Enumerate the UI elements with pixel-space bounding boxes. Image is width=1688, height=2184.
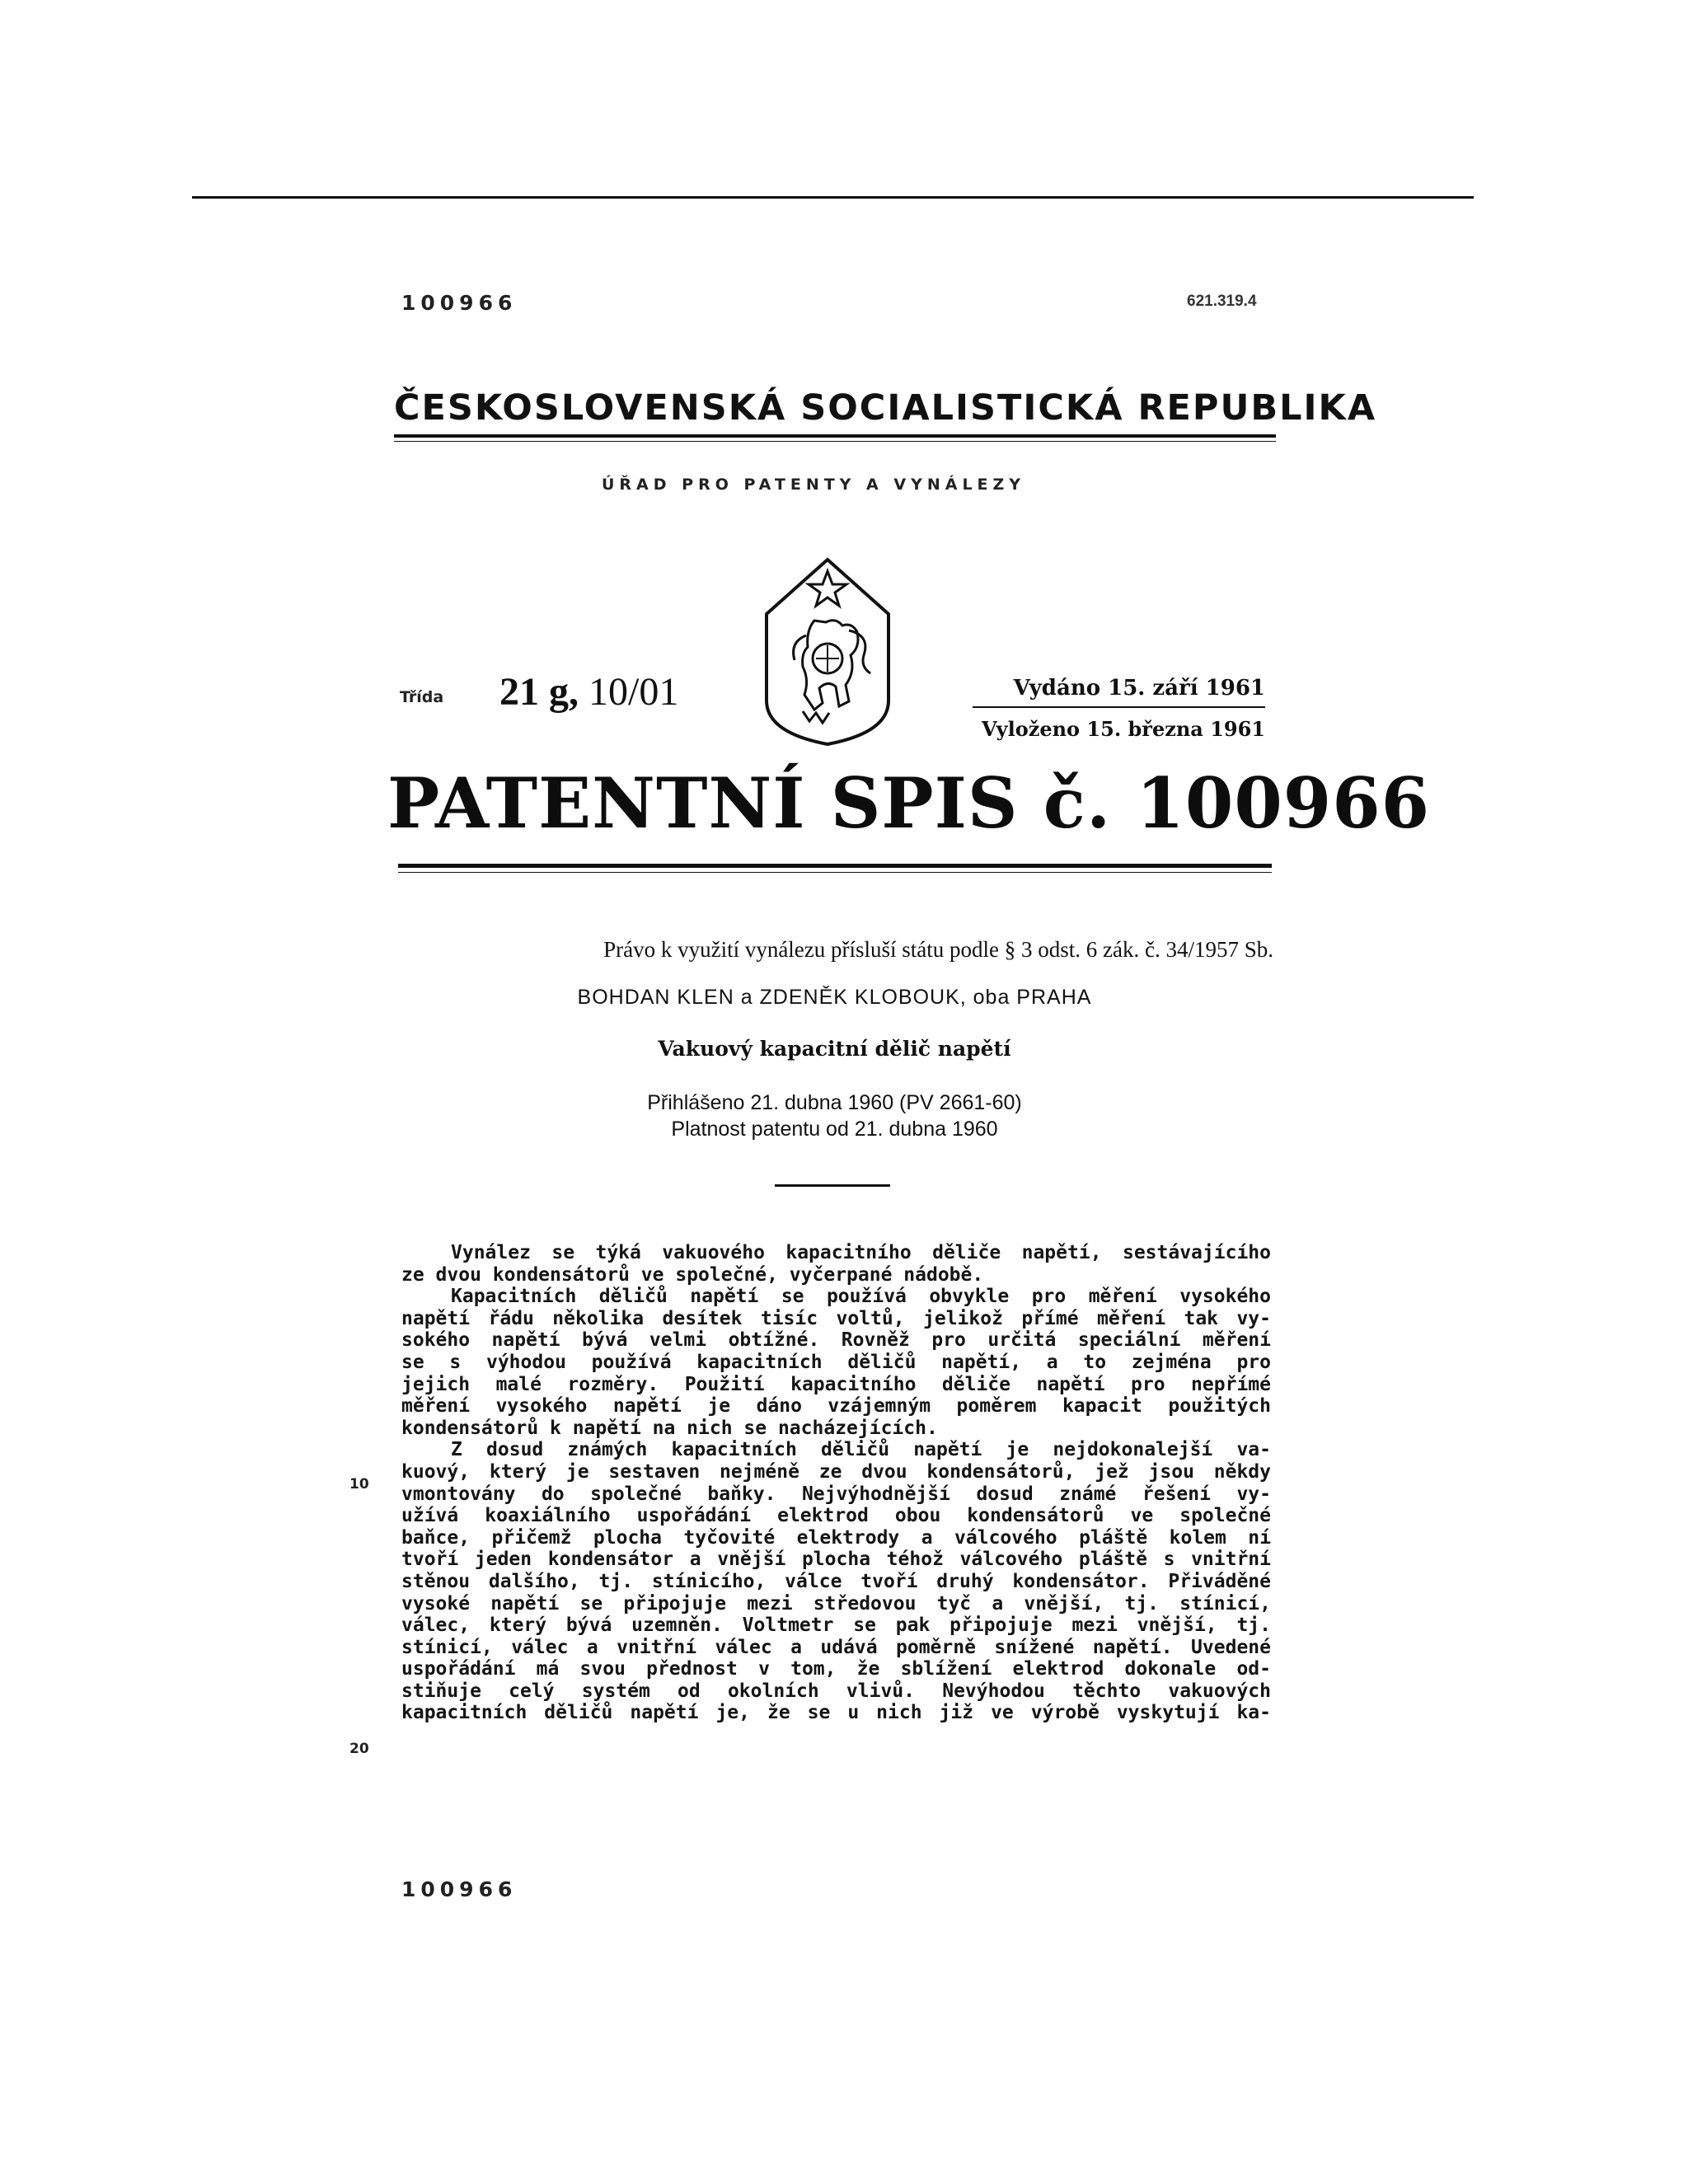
document-number-top: 100966 bbox=[401, 291, 518, 315]
body-line: Kapacitních děličů napětí se používá obvykle pro měření vysokého bbox=[451, 1286, 1271, 1308]
title-underline-thin bbox=[398, 872, 1272, 873]
inventors: BOHDAN KLEN a ZDENĚK KLOBOUK, oba PRAHA bbox=[577, 986, 1092, 1009]
body-line: se s výhodou používá kapacitních děličů napětí, a to zejména pro bbox=[401, 1351, 1271, 1373]
coat-of-arms-emblem bbox=[757, 556, 898, 748]
body-line: kuový, který je sestaven nejméně ze dvou kondensátorů, jež jsou někdy bbox=[401, 1460, 1271, 1483]
issue-date: Vydáno 15. září 1961 bbox=[1013, 676, 1265, 701]
patent-title: PATENTNÍ SPIS č. 100966 bbox=[387, 762, 1431, 844]
body-line: stiňuje celý systém od okolních vlivů. Nevýhodou těchto vakuových bbox=[401, 1680, 1271, 1702]
class-value-main: 21 g, bbox=[499, 670, 579, 714]
patent-body-text bbox=[401, 1242, 1271, 1724]
republic-underline-thin bbox=[394, 441, 1276, 442]
body-line: kondensátorů k napětí na nich se nacházejících. bbox=[401, 1417, 938, 1439]
class-value bbox=[499, 669, 678, 715]
body-line: užívá koaxiálního uspořádání elektrod obou kondensátorů ve společné bbox=[401, 1505, 1271, 1527]
filing-date: Přihlášeno 21. dubna 1960 (PV 2661-60) bbox=[647, 1091, 1022, 1114]
title-underline bbox=[398, 864, 1272, 868]
class-label: Třída bbox=[400, 688, 444, 706]
body-line: baňce, přičemž plocha tyčovité elektrody a válcového pláště kolem ní bbox=[401, 1526, 1271, 1549]
class-value-sub: 10/01 bbox=[579, 670, 679, 714]
patent-office-name: ÚŘAD PRO PATENTY A VYNÁLEZY bbox=[602, 476, 1026, 494]
patent-validity: Platnost patentu od 21. dubna 1960 bbox=[671, 1118, 998, 1141]
body-line: tvoří jeden kondensátor a vnější plocha téhož válcového pláště s vnitřní bbox=[401, 1549, 1271, 1571]
body-line: stěnou dalšího, tj. stínicího, válce tvoří druhý kondensátor. Přiváděné bbox=[401, 1570, 1271, 1592]
filing-info bbox=[396, 1090, 1273, 1142]
body-line: ze dvou kondensátorů ve společné, vyčerpané nádobě. bbox=[401, 1263, 984, 1286]
body-line: Vynález se týká vakuového kapacitního děliče napětí, sestávajícího bbox=[451, 1242, 1271, 1263]
body-line: válec, který bývá uzemněn. Voltmetr se pak připojuje mezi vnější, tj. bbox=[401, 1615, 1271, 1637]
body-line: vysoké napětí se připojuje mezi středovou tyč a vnější, tj. stínicí, bbox=[401, 1592, 1271, 1615]
body-line: kapacitních děličů napětí je, že se u nich již ve výrobě vyskytují ka- bbox=[401, 1702, 1271, 1724]
rights-statement: Právo k využití vynálezu přísluší státu podle § 3 odst. 6 zák. č. 34/1957 Sb. bbox=[603, 937, 1273, 962]
body-line: jejich malé rozměry. Použití kapacitního děliče napětí pro nepřímé bbox=[401, 1373, 1271, 1395]
top-divider bbox=[192, 196, 1474, 199]
body-line: měření vysokého napětí je dáno vzájemným poměrem kapacit použitých bbox=[401, 1395, 1271, 1418]
margin-line-number: 20 bbox=[349, 1741, 369, 1757]
body-line: napětí řádu několika desítek tisíc voltů, jelikož přímé měření tak vy- bbox=[401, 1307, 1271, 1329]
body-line: uspořádání má svou přednost v tom, že sblížení elektrod dokonale od- bbox=[401, 1658, 1271, 1680]
section-divider bbox=[775, 1184, 890, 1187]
document-number-bottom: 100966 bbox=[401, 1877, 518, 1901]
republic-heading: ČESKOSLOVENSKÁ SOCIALISTICKÁ REPUBLIKA bbox=[394, 387, 1377, 429]
body-line: sokého napětí bývá velmi obtížné. Rovněž pro určitá speciální měření bbox=[401, 1329, 1271, 1352]
publication-date: Vyloženo 15. března 1961 bbox=[981, 717, 1265, 741]
dates-divider bbox=[973, 706, 1265, 708]
body-line: Z dosud známých kapacitních děličů napětí je nejdokonalejší va- bbox=[451, 1439, 1271, 1461]
republic-underline bbox=[394, 434, 1276, 438]
invention-title: Vakuový kapacitní dělič napětí bbox=[658, 1037, 1011, 1061]
udc-classification: 621.319.4 bbox=[1187, 293, 1257, 310]
body-line: stínicí, válec a vnitřní válec a udává poměrně snížené napětí. Uvedené bbox=[401, 1636, 1271, 1658]
body-line: vmontovány do společné baňky. Nejvýhodnější dosud známé řešení vy- bbox=[401, 1483, 1271, 1505]
margin-line-number: 10 bbox=[349, 1476, 369, 1493]
